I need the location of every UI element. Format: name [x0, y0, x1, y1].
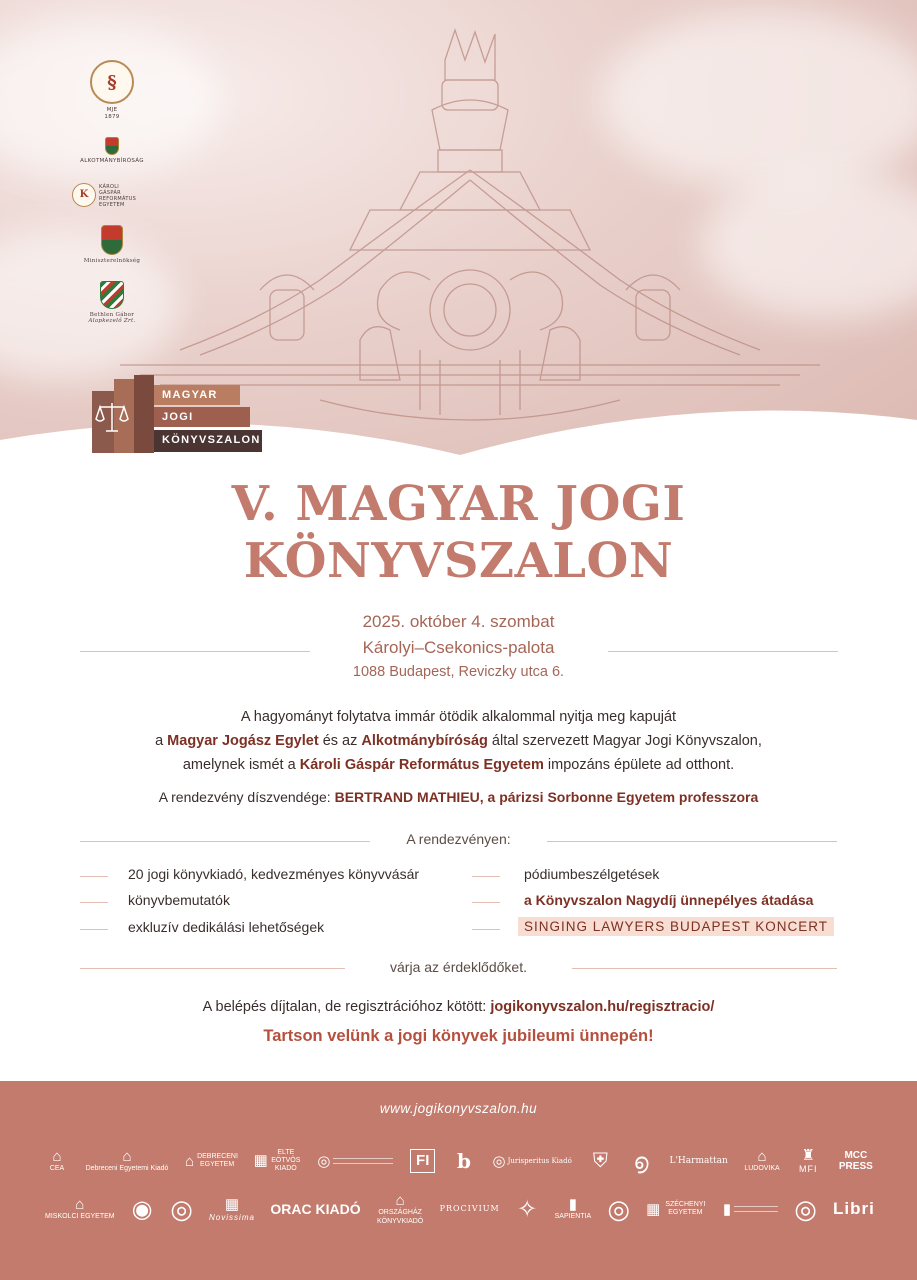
list-bullet — [80, 929, 108, 930]
partner-logos-row-2 — [45, 1187, 875, 1231]
registration-note: A belépés díjtalan, de regisztrációhoz kötött: jogikonyvszalon.hu/regisztracio/ — [202, 999, 715, 1015]
partner-logo: L'Harmattan — [669, 1155, 728, 1166]
building-icon: ⌂ — [122, 1148, 132, 1166]
program-item-highlight: a Könyvszalon Nagydíj ünnepélyes átadása — [524, 892, 814, 908]
partner-logo — [170, 1193, 194, 1224]
divider — [572, 968, 837, 969]
paragraph-seal-icon: § — [90, 60, 134, 104]
website-link[interactable]: www.jogikonyvszalon.hu — [379, 1101, 538, 1116]
partner-logo: ▦ SZÉCHENYI EGYETEM — [646, 1200, 706, 1218]
partner-logo: ▦ ELTE EÖTVÖS KIADÓ — [253, 1148, 301, 1173]
grid-icon: ▦ — [646, 1200, 661, 1218]
page-title: V. MAGYAR JOGI KÖNYVSZALON — [231, 476, 686, 589]
building-icon: ⌂ — [757, 1148, 767, 1166]
divider — [608, 651, 838, 652]
partner-logo — [130, 1195, 154, 1223]
partner-logo: PROCIVIUM — [439, 1204, 500, 1214]
swirl-icon: ൭ — [633, 1148, 649, 1174]
partner-footer — [0, 1081, 917, 1280]
event-date: 2025. október 4. szombat — [362, 612, 555, 631]
university-seal-icon: K — [72, 183, 96, 207]
partner-logo: b — [456, 1148, 471, 1173]
book-icon: ▮ — [722, 1200, 732, 1218]
program-label: A rendezvényen: — [406, 831, 511, 847]
scales-icon — [94, 399, 130, 435]
partner-logo: ▮ SAPIENTIA — [554, 1196, 592, 1221]
partner-logo — [588, 1149, 612, 1172]
seal-icon: ◎ — [170, 1193, 193, 1224]
program-item: exkluzív dedikálási lehetőségek — [128, 919, 325, 935]
partner-logo — [607, 1193, 631, 1224]
awaits-text: várja az érdeklődőket. — [390, 959, 527, 975]
crest-icon — [105, 137, 119, 155]
partner-logo: Libri — [833, 1199, 875, 1219]
intro-paragraph: A hagyományt folytatva immár ötödik alkalommal nyitja meg kapuját a Magyar Jogász Egylet és az Alkotmánybíróság által szervezett Magyar Jogi Könyvszalon, amelynek ismét a Károli Gáspár Református Egyetem impozáns épülete ad otthont. — [155, 709, 762, 773]
brand-logo — [92, 375, 267, 453]
building-icon: ⌂ — [185, 1152, 195, 1170]
guest-of-honor: A rendezvény díszvendége: BERTRAND MATHIEU, a párizsi Sorbonne Egyetem professzora — [158, 789, 759, 805]
sponsor-logo-column — [72, 60, 152, 341]
partner-logo: MCC PRESS — [838, 1150, 873, 1172]
building-icon: ⌂ — [52, 1148, 62, 1166]
program-item-concert: SINGING LAWYERS BUDAPEST KONCERT — [518, 917, 834, 936]
program-item: könyvbemutatók — [128, 892, 230, 908]
list-bullet — [472, 929, 500, 930]
brand-line-2: JOGI — [154, 407, 250, 427]
registration-link[interactable]: jogikonyvszalon.hu/regisztracio/ — [490, 999, 715, 1015]
grid-icon: ▦ — [253, 1152, 268, 1170]
list-bullet — [80, 876, 108, 877]
crest-icon: ⛨ — [592, 1149, 608, 1172]
helmet-icon: ♜ — [801, 1147, 815, 1165]
partner-logo: ⌂ ORSZÁGHÁZ KÖNYVKIADÓ — [376, 1192, 424, 1225]
seal-icon: ◎ — [317, 1152, 331, 1170]
partner-logo — [317, 1153, 393, 1170]
program-item: 20 jogi könyvkiadó, kedvezményes könyvvásár — [128, 866, 420, 882]
seal-icon: ◎ — [794, 1193, 817, 1224]
partner-logo: ⌂ Debreceni Egyetemi Kiadó — [85, 1148, 169, 1173]
brand-line-3: KÖNYVSZALON — [154, 430, 262, 452]
partner-logo: ▦ Novissima — [209, 1195, 255, 1222]
crest-icon — [101, 225, 123, 255]
building-icon: ⌂ — [395, 1192, 405, 1210]
list-bullet — [472, 876, 500, 877]
partner-logo: ORAC KIADÓ — [270, 1200, 361, 1217]
partner-logos-row-1 — [45, 1143, 875, 1179]
seal-icon: ◎ — [607, 1193, 631, 1224]
bethlen-gabor-logo: Bethlen Gábor Alapkezelő Zrt. — [72, 281, 152, 326]
divider — [547, 841, 837, 842]
partner-logo — [723, 1201, 778, 1218]
list-bullet — [80, 902, 108, 903]
event-address: 1088 Budapest, Reviczky utca 6. — [352, 664, 565, 680]
program-item: pódiumbeszélgetések — [524, 866, 660, 882]
partner-logo: ⌂ MISKOLCI EGYETEM — [45, 1196, 115, 1221]
alkotmanybirosag-logo: ALKOTMÁNYBÍRÓSÁG — [72, 137, 152, 165]
call-to-action: Tartson velünk a jogi könyvek jubileumi ünnepén! — [263, 1027, 654, 1045]
seal-icon: ✧ — [517, 1195, 538, 1223]
book-icon: ▮ — [568, 1196, 578, 1214]
hero-banner — [0, 0, 917, 470]
miniszterelnokseg-logo: Miniszterelnökség — [72, 225, 152, 265]
building-icon: ⌂ — [75, 1196, 85, 1214]
event-venue: Károlyi–Csekonics-palota — [362, 638, 555, 657]
partner-logo — [629, 1148, 653, 1174]
partner-logo — [515, 1195, 539, 1223]
kre-logo: K KÁROLI GÁSPÁR REFORMÁTUS EGYETEM — [72, 181, 152, 209]
partner-logo: ◎ Jurisperitus Kiadó — [492, 1152, 572, 1170]
partner-logo: FI — [410, 1149, 435, 1172]
partner-logo: ♜ MFI — [799, 1147, 818, 1175]
brand-line-1: MAGYAR — [154, 385, 240, 405]
partner-logo — [794, 1193, 818, 1224]
grid-icon: ▦ — [224, 1195, 240, 1213]
partner-logo: ⌂ LUDOVIKA — [744, 1148, 780, 1173]
seal-icon: ◉ — [131, 1195, 153, 1223]
partner-logo: ⌂ CEA — [49, 1148, 65, 1173]
mje-logo: § MJE 1879 — [72, 60, 152, 121]
list-bullet — [472, 902, 500, 903]
shield-icon — [100, 281, 124, 309]
partner-logo: ⌂ DEBRECENI EGYETEM — [185, 1152, 238, 1170]
seal-icon: ◎ — [492, 1152, 506, 1170]
